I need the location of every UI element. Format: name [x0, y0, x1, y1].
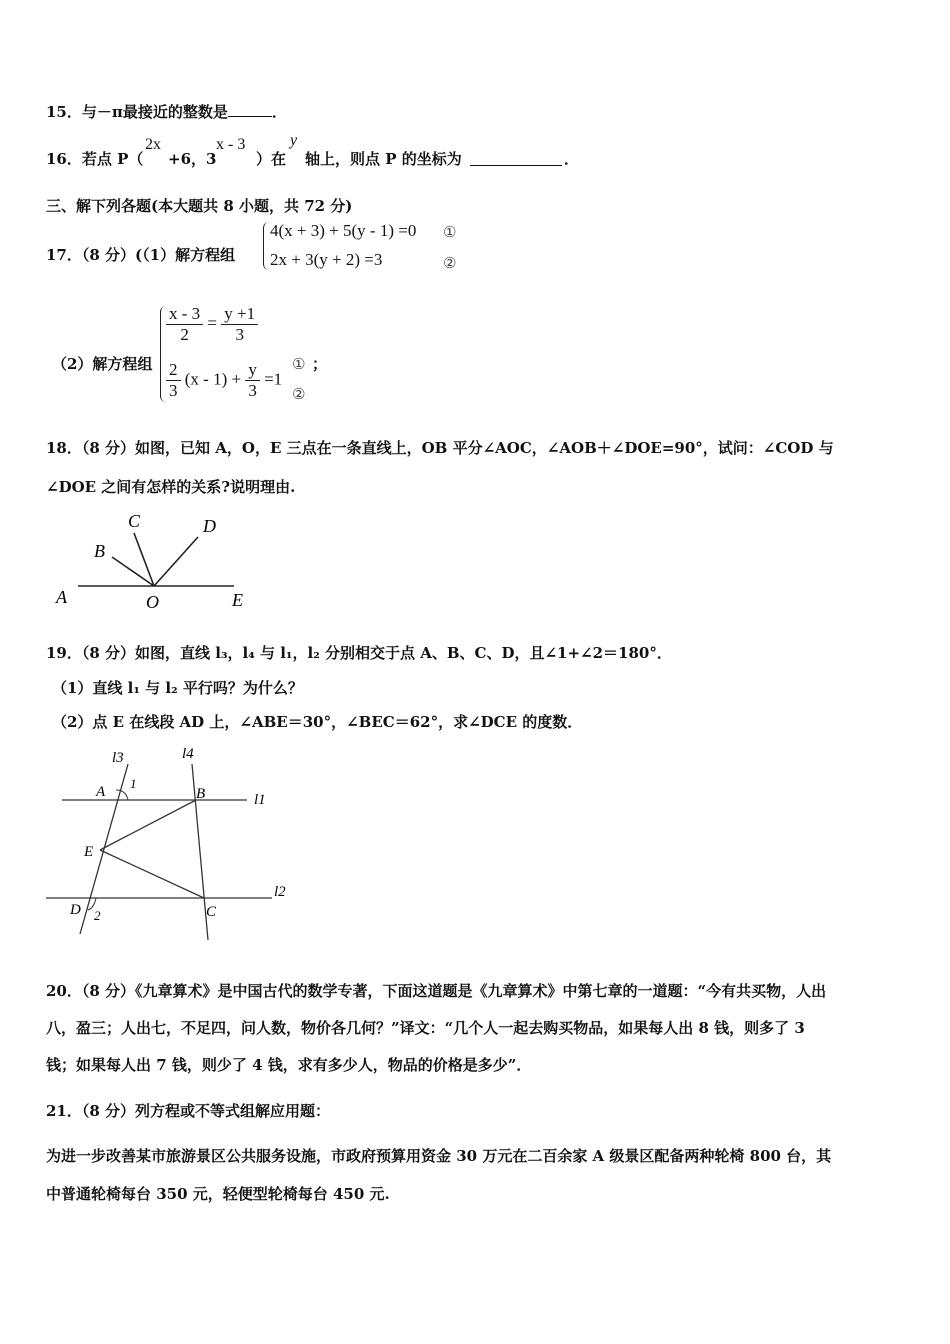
q18-label-A: A — [56, 587, 67, 607]
q17-mark3: ① — [292, 355, 306, 373]
q15-line — [46, 102, 287, 122]
q19-label-E: E — [84, 844, 94, 860]
q16-sup2: x - 3 — [216, 136, 246, 153]
q19-label-D: D — [70, 902, 81, 918]
q18-label-C: C — [128, 511, 141, 531]
q17-label: 17．（8 分）(（1）解方程组 — [46, 246, 236, 264]
q17-mark1: ① — [443, 223, 457, 241]
q17-mark4: ② — [292, 385, 306, 403]
q16-mid2: ）在 — [256, 150, 287, 168]
q19-label-l3: l3 — [112, 750, 124, 766]
q19-label-C: C — [206, 904, 217, 920]
q17-f1-den-b: 3 — [235, 325, 244, 344]
q17-semicolon: ； — [312, 355, 328, 373]
q18-ray-OD — [154, 537, 198, 586]
q19-label-angle1: 1 — [130, 776, 137, 791]
q17-f1-eq: = — [207, 313, 218, 333]
q18-label-E: E — [232, 590, 243, 610]
q19-figure — [40, 742, 300, 946]
q21-line3: 中普通轮椅每台 350 元，轻便型轮椅每台 450 元. — [46, 1185, 390, 1203]
q18-label-O: O — [146, 592, 159, 612]
q19-line2: （1）直线 l₁ 与 l₂ 平行吗？为什么？ — [52, 679, 303, 697]
q19-label-l4: l4 — [182, 746, 194, 762]
q15-text: 15．与－π最接近的整数是 — [46, 103, 228, 121]
q21-line1: 21．（8 分）列方程或不等式组解应用题： — [46, 1102, 331, 1120]
q17-f2-num-a: 2 — [166, 360, 181, 381]
q20-line2: 八，盈三；人出七，不足四，问人数，物价各几何？”译文：“几个人一起去购买物品，如果每人出 8 钱，则多了 3 — [46, 1019, 805, 1037]
q17-f2-den-b: 3 — [248, 381, 257, 400]
q16-mid1: +6，3 — [168, 150, 217, 168]
q17-f1-num-a: x - 3 — [166, 304, 203, 325]
q16-sup1: 2x — [145, 136, 161, 153]
q17-part2-label: （2）解方程组 — [52, 355, 153, 373]
q19-segment-EB — [100, 800, 196, 850]
section3-title: 三、解下列各题(本大题共 8 小题，共 72 分) — [46, 197, 353, 215]
q17-eq1: 4(x + 3) + 5(y - 1) =0 — [270, 221, 417, 240]
q17-brace1 — [263, 222, 270, 270]
q17-f2-end: =1 — [264, 369, 283, 389]
q16-suffix: 轴上，则点 P 的坐标为 — [305, 150, 462, 168]
q19-label-angle2: 2 — [94, 908, 101, 923]
q18-line1: 18．（8 分）如图，已知 A，O，E 三点在一条直线上，OB 平分∠AOC，∠AOB＋∠DOE=90°，试问：∠COD 与 — [46, 439, 834, 457]
q16-answer-blank[interactable] — [470, 151, 562, 166]
q17-f1-den-a: 2 — [180, 325, 189, 344]
q16-sup3: y — [290, 132, 298, 149]
q17-system2-eq2 — [166, 360, 282, 401]
q15-end: ． — [271, 103, 287, 121]
q17-f1-num-b: y +1 — [221, 304, 258, 325]
q17-f2-den-a: 3 — [169, 381, 178, 400]
q15-answer-blank[interactable] — [228, 102, 272, 117]
q16-prefix: 16．若点 P（ — [46, 150, 144, 168]
q16-end: ． — [564, 150, 580, 168]
q19-label-B: B — [196, 786, 206, 802]
q19-label-l2: l2 — [274, 884, 286, 900]
q18-line2: ∠DOE 之间有怎样的关系?说明理由. — [46, 478, 296, 496]
q18-label-B: B — [94, 541, 105, 561]
q17-system2-eq1 — [166, 304, 258, 345]
q19-label-A: A — [96, 784, 106, 800]
q20-line3: 钱；如果每人出 7 钱，则少了 4 钱，求有多少人，物品的价格是多少”． — [46, 1056, 532, 1074]
q17-f2-mid: (x - 1) + — [184, 369, 242, 389]
q17-mark2: ② — [443, 254, 457, 272]
q19-segment-EC — [100, 850, 204, 898]
q18-ray-OC — [134, 533, 154, 586]
q19-label-l1: l1 — [254, 792, 266, 808]
q19-line3: （2）点 E 在线段 AD 上，∠ABE＝30°，∠BEC＝62°，求∠DCE 的度数． — [52, 713, 583, 731]
q20-line1: 20．（8 分）《九章算术》是中国古代的数学专著，下面这道题是《九章算术》中第七章的一道题：“今有共买物，人出 — [46, 982, 827, 1000]
q18-figure — [48, 505, 258, 615]
q18-label-D: D — [203, 516, 216, 536]
q17-eq2: 2x + 3(y + 2) =3 — [270, 250, 383, 269]
q17-f2-num-b: y — [245, 360, 260, 381]
q21-line2: 为进一步改善某市旅游景区公共服务设施，市政府预算用资金 30 万元在二百余家 A 级景区配备两种轮椅 800 台，其 — [46, 1147, 832, 1165]
q19-line1: 19．（8 分）如图，直线 l₃，l₄ 与 l₁，l₂ 分别相交于点 A、B、C、D，且∠1+∠2＝180°． — [46, 644, 672, 662]
